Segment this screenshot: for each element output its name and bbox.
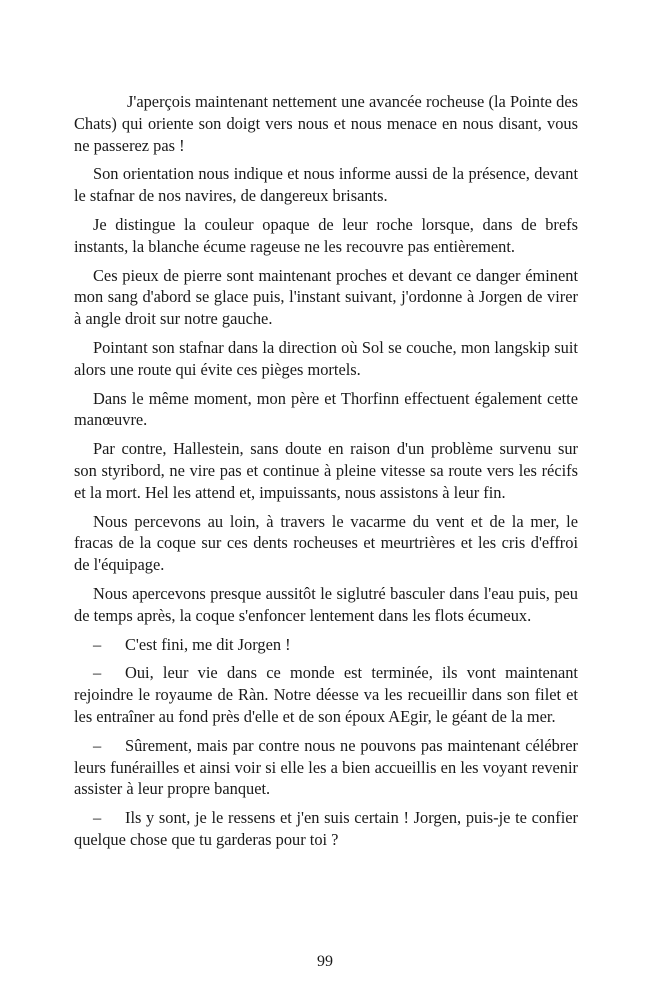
dialogue-line: [74, 807, 578, 851]
paragraph: Nous percevons au loin, à travers le vacarme du vent et de la mer, le fracas de la coque sur ces dents rocheuses et meurtrières et les cris d'effroi de l'équipage.: [74, 511, 578, 575]
paragraph: Nous apercevons presque aussitôt le siglutré basculer dans l'eau puis, peu de temps après, la coque s'enfoncer lentement dans les flots écumeux.: [74, 583, 578, 625]
dialogue-line: [74, 735, 578, 800]
paragraph: Ces pieux de pierre sont maintenant proches et devant ce danger éminent mon sang d'abord se glace puis, l'instant suivant, j'ordonne à Jorgen de virer à angle droit sur notre gauche.: [74, 265, 578, 329]
dialogue-dash: –: [93, 808, 102, 828]
dialogue-dash: –: [93, 663, 102, 683]
paragraph: Dans le même moment, mon père et Thorfinn effectuent également cette manœuvre.: [74, 388, 578, 430]
dialogue-dash: –: [93, 735, 102, 755]
dialogue-line: [74, 662, 578, 727]
dialogue-text: Sûrement, mais par contre nous ne pouvons pas maintenant célébrer leurs funérailles et ainsi voir si elle les a bien accueillis en les voyant revenir assister à leur propre banquet.: [74, 735, 578, 799]
page-number: 99: [317, 953, 333, 970]
paragraph: Je distingue la couleur opaque de leur roche lorsque, dans de brefs instants, la blanche écume rageuse ne les recouvre pas entièrement.: [74, 214, 578, 256]
page-body: [74, 91, 578, 858]
dialogue-text: Oui, leur vie dans ce monde est terminée, ils vont maintenant rejoindre le royaume de Ràn. Notre déesse va les recueillir dans son filet et les entraîner au fond près d'elle et de son époux AEgir, le géant de la mer.: [74, 663, 578, 726]
dialogue-dash: –: [93, 634, 102, 654]
paragraph: Pointant son stafnar dans la direction où Sol se couche, mon langskip suit alors une route qui évite ces pièges mortels.: [74, 337, 578, 379]
paragraph: Son orientation nous indique et nous informe aussi de la présence, devant le stafnar de nos navires, de dangereux brisants.: [74, 164, 578, 206]
paragraph: J'aperçois maintenant nettement une avancée rocheuse (la Pointe des Chats) qui oriente son doigt vers nous et nous menace en nous disant, vous ne passerez pas !: [74, 92, 578, 155]
dialogue-text: C'est fini, me dit Jorgen !: [125, 634, 291, 654]
dialogue-text: Ils y sont, je le ressens et j'en suis certain ! Jorgen, puis-je te confier quelque chose que tu garderas pour toi ?: [74, 808, 578, 849]
paragraph: Par contre, Hallestein, sans doute en raison d'un problème survenu sur son styribord, ne vire pas et continue à pleine vitesse sa route vers les récifs et la mort. Hel les attend et, impuissants, nous assistons à leur fin.: [74, 439, 578, 502]
dialogue-line: [74, 634, 578, 656]
